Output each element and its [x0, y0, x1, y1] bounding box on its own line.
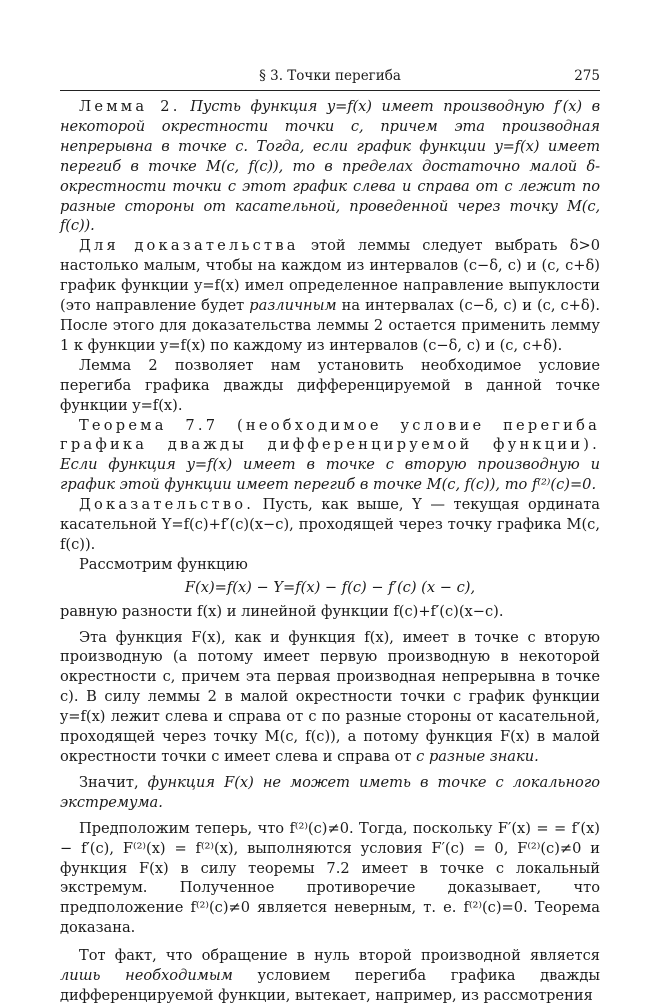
theorem-proof-start	[60, 495, 600, 555]
header-rule	[60, 90, 600, 91]
conclusion-paragraph	[60, 773, 600, 813]
closing-emph: лишь необходимым	[60, 967, 233, 985]
function-F-paragraph	[60, 628, 600, 767]
theorem-7-7	[60, 416, 600, 496]
lemma-2-proof-label: Для доказательства	[78, 237, 299, 255]
conclusion-emph: функция F(x) не может иметь в точке c локального экстремума.	[60, 773, 600, 811]
proof-label: Доказательство.	[78, 496, 255, 514]
theorem-7-7-statement: Если функция y=f(x) имеет в точке c вторую производную и график этой функции имеет перегиб в точке M(c, f(c)), то f⁽²⁾(c)=0.	[60, 456, 600, 494]
closing-text-b: условием перегиба графика дважды дифференцируемой функции, вытекает, например, из рассмотрения	[60, 967, 601, 1004]
closing-paragraph	[60, 946, 600, 1006]
lemma-2-proof-emph: различным	[249, 297, 337, 315]
proof-text: Пусть, как выше, Y — текущая ордината касательной Y=f(c)+f′(c)(x−c), проходящей через точку графика M(c, f(c)).	[60, 496, 600, 553]
page-number: 275	[574, 68, 600, 84]
closing-text-a: Тот факт, что обращение в нуль второй производной является	[78, 947, 600, 965]
page-body	[60, 97, 600, 1006]
lemma-2-label: Лемма 2.	[78, 98, 181, 115]
consider-function: Рассмотрим функцию	[78, 555, 248, 573]
section-title: § 3. Точки перегиба	[259, 68, 401, 84]
lemma-2-remark: Лемма 2 позволяет нам установить необходимое условие перегиба графика дважды дифференцируемой в данной точке функции y=f(x).	[60, 356, 600, 414]
lemma-2-statement: Пусть функция y=f(x) имеет производную f′(x) в некоторой окрестности точки c, причем эта производная непрерывна в точке c. Тогда, если график функции y=f(x) имеет перегиб в точке M(c, f(c)), то в пределах достаточно малой δ-окрестности точки c этот график слева и справа от c лежит по разные стороны от касательной, проведенной через точку M(c, f(c)).	[60, 98, 600, 235]
lemma-2	[60, 97, 600, 236]
difference-text: равную разности f(x) и линейной функции f(c)+f′(c)(x−c).	[60, 602, 504, 620]
formula-F: F(x)=f(x) − Y=f(x) − f(c) − f′(c) (x − c),	[184, 578, 476, 596]
lemma-2-proof	[60, 236, 600, 355]
function-F-emph: c разные знаки.	[416, 748, 539, 765]
lemma-2-proof-text-b: на интервалах (c−δ, c) и (c, c+δ). После этого для доказательства леммы 2 остается применить лемму 1 к функции y=f(x) по каждому из интервалов (c−δ, c) и (c, c+δ).	[60, 297, 600, 354]
lemma-2-proof-text-a: этой леммы следует выбрать δ>0 настолько малым, чтобы на каждом из интервалов (c−δ, c) и (c, c+δ) график функции y=f(x) имел определенное направление выпуклости (это направление будет	[60, 237, 600, 315]
running-header	[60, 68, 600, 88]
function-F-text: Эта функция F(x), как и функция f(x), имеет в точке c вторую производную (а потому имеет первую производную в некоторой окрестности c, причем эта первая производная непрерывна в точке c). В силу леммы 2 в малой окрестности точки c график функции y=f(x) лежит слева и справа от c по разные стороны от касательной, проходящей через точку M(c, f(c)), а потому функция F(x) в малой окрестности точки c имеет слева и справа от	[60, 628, 600, 765]
contradiction-paragraph: Предположим теперь, что f⁽²⁾(c)≠0. Тогда, поскольку F′(x) = = f′(x) − f′(c), F⁽²⁾(x) = f⁽²⁾(x), выполняются условия F′(c) = 0, F⁽²⁾(c)≠0 и функция F(x) в силу теоремы 7.2 имеет в точке c локальный экстремум. Полученное противоречие доказывает, что предположение f⁽²⁾(c)≠0 является неверным, т. е. f⁽²⁾(c)=0. Теорема доказана.	[60, 819, 600, 937]
conclusion-text: Значит,	[78, 773, 148, 791]
theorem-7-7-label: Теорема 7.7 (необходимое условие перегиба графика дважды дифференцируемой функции).	[60, 416, 600, 454]
